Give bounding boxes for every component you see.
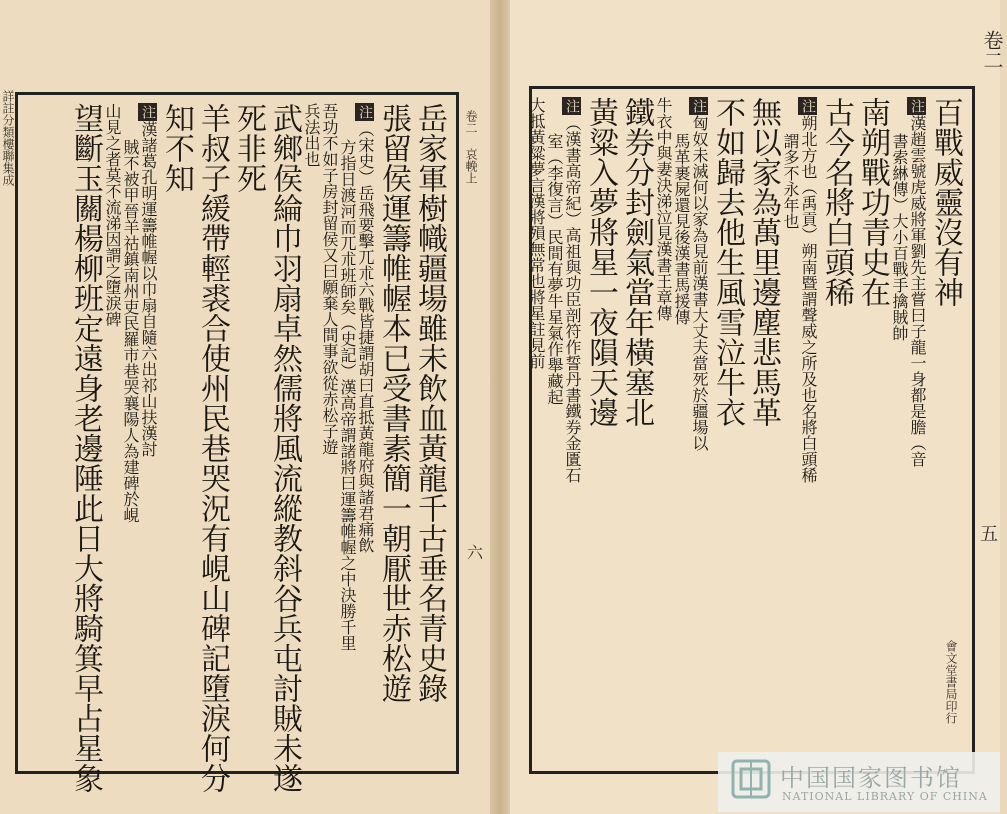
left-note-column: 山見之者莫不流涕因謂之墮淚碑	[103, 103, 122, 327]
right-note-column	[800, 97, 817, 763]
book-gutter	[490, 0, 510, 814]
left-main-column: 武鄉侯綸巾羽扇卓然儒將風流縱教斜谷兵屯討賊未遂	[267, 103, 302, 793]
right-main-column: 黃粱入夢將星一夜隕天邊	[583, 97, 618, 427]
note-text: （漢書高帝紀）高祖與功臣剖符作誓丹書鐵券金匱石	[563, 115, 582, 483]
note-text: 漢諸葛孔明運籌帷幄以巾扇自隨六出祁山扶漢討	[139, 121, 158, 457]
annotation-marker: 注	[691, 99, 707, 113]
left-main-column: 張留侯運籌帷幄本已受書素簡一朝厭世赤松遊	[376, 103, 411, 703]
right-main-column: 鐵券分封劍氣當年橫塞北	[619, 97, 654, 427]
left-note-column: 賊不被甲晉羊祜鎮南州吏民羅市巷哭襄陽人為建碑於峴	[121, 139, 140, 523]
left-note-column: 兵法出也	[302, 103, 321, 167]
right-note-column: 謂多不永年也	[781, 133, 800, 229]
left-main-column: 羊叔子緩帶輕裘合使州民巷哭況有峴山碑記墮淚何分	[195, 103, 230, 793]
right-note-column	[564, 97, 581, 763]
note-text: 朔北方也（禹貢）朔南暨謂聲威之所及也名將白頭稀	[799, 115, 818, 483]
publisher-imprint: 會文堂書局印行	[944, 640, 958, 724]
left-text-frame	[15, 92, 459, 793]
right-main-column: 不如歸去他生風雪泣牛衣	[710, 97, 745, 427]
annotation-marker: 注	[357, 105, 373, 119]
note-text: （宋史）岳飛要擊兀朮六戰皆捷謂胡曰直抵黃龍府與諸君痛飲	[356, 121, 375, 553]
right-note-column: 馬革裹屍還見後漢書馬援傳	[672, 133, 691, 325]
right-main-column: 南朔戰功青史在	[855, 97, 890, 307]
left-main-column: 知不知	[159, 103, 194, 193]
right-main-column: 無以家為萬里邊塵悲馬革	[746, 97, 781, 427]
left-note-column: 吾功不如子房封留侯又曰願棄人間事欲從赤松子遊	[320, 103, 339, 455]
annotation-marker: 注	[564, 99, 580, 113]
right-main-column: 古今名將白頭稀	[819, 97, 854, 307]
annotation-marker: 注	[140, 105, 156, 119]
left-note-column: 方指日渡河而兀朮班師矣（史記）漢高帝謂諸將曰運籌帷幄之中決勝千里	[338, 139, 357, 651]
left-edge-title: 詳註分類樓聯集成	[1, 90, 15, 186]
right-note-column	[909, 97, 926, 763]
watermark-english: NATIONAL LIBRARY OF CHINA	[782, 790, 988, 803]
fold-page-number: 六	[467, 543, 484, 562]
fold-header: 卷二 哀輓上	[464, 110, 478, 184]
annotation-marker: 注	[800, 99, 816, 113]
right-note-column: 書索綝傳）大小百戰手擒賊帥	[890, 133, 909, 341]
right-text-frame	[529, 86, 975, 774]
library-logo-icon	[732, 760, 770, 798]
right-note-column	[691, 97, 708, 763]
right-page-number: 五	[980, 524, 998, 545]
right-edge-title: 卷二	[980, 30, 1004, 70]
left-main-column: 岳家軍樹幟疆場雖未飲血黃龍千古垂名青史錄	[412, 103, 447, 703]
library-watermark	[718, 752, 1000, 812]
right-note-column: 室（李復言）民間有夢牛星氣作舉藏起	[545, 133, 564, 405]
right-note-column: 牛衣中與妻決涕泣見漢書王章傳	[654, 97, 673, 321]
left-main-column: 死非死	[231, 103, 266, 193]
right-main-column: 百戰威靈沒有神	[928, 97, 963, 307]
note-text: 匈奴未滅何以家為見前漢書大丈夫當死於疆場以	[690, 115, 709, 451]
annotation-marker: 注	[909, 99, 925, 113]
right-note-column: 大抵黃粱夢言漢將殞無常也將星註見前	[527, 97, 546, 369]
left-main-column: 望斷玉關楊柳班定遠身老邊陲此日大將騎箕早占星象	[68, 103, 103, 793]
left-note-column	[357, 103, 374, 763]
left-note-column	[140, 103, 157, 763]
note-text: 漢趙雲號虎威將軍劉先主嘗曰子龍一身都是膽（音	[908, 115, 927, 467]
watermark-chinese: 中国国家图书馆	[780, 764, 962, 792]
